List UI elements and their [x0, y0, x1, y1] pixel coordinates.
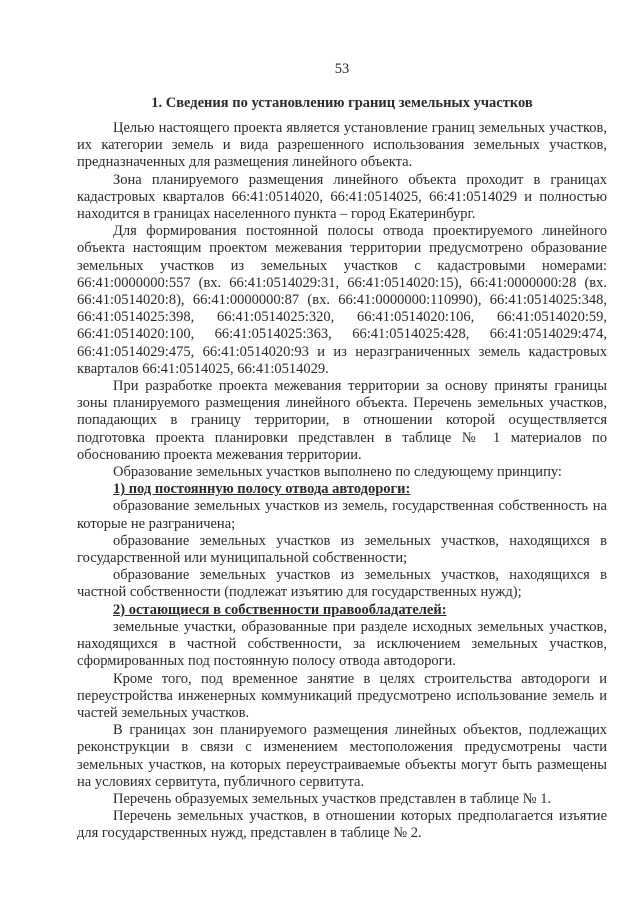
- section-heading: 1. Сведения по установлению границ земельных участков: [151, 95, 533, 111]
- document-body: [77, 120, 607, 843]
- paragraph-cadastral-numbers: Для формирования постоянной полосы отвода проектируемого линейного объекта настоящим проектом межевания территории предусмотрено образование земельных участков из земельных участков с кадастровыми номерами: 66:41:0000000:557 (вх. 66:41:0514029:31, 66:41:0514020:15), 66:41:0000000:28 (вх. 66:41:0514020:8), 66:41:0000000:87 (вх. 66:41:0000000:110990), 66:41:0514025:348, 66:41:0514025:398, 66:41:0514025:320, 66:41:0514020:106, 66:41:0514020:59, 66:41:0514020:100, 66:41:0514025:363, 66:41:0514025:428, 66:41:0514029:474, 66:41:0514029:475, 66:41:0514020:93 и из неразграниченных земель кадастровых кварталов 66:41:0514025, 66:41:0514029.: [77, 223, 607, 377]
- subheading-road-strip: 1) под постоянную полосу отвода автодороги:: [113, 481, 411, 498]
- paragraph-state-municipal: образование земельных участков из земельных участков, находящихся в государственной или муниципальной собственности;: [77, 532, 607, 567]
- paragraph-unallocated-land: образование земельных участков из земель, государственная собственность на которые не разграничена;: [77, 498, 607, 532]
- paragraph-remaining-plots: земельные участки, образованные при разделе исходных земельных участков, находящихся в частной собственности, за исключением земельных участков, сформированных под постоянную полосу отвода автодороги.: [77, 618, 607, 670]
- paragraph-purpose: Целью настоящего проекта является установление границ земельных участков, их категории земель и вида разрешенного использования земельных участков, предназначенных для размещения линейного объекта.: [77, 120, 607, 171]
- paragraph-temporary-use: Кроме того, под временное занятие в целях строительства автодороги и переустройства инженерных коммуникаций предусмотрено использование земель и частей земельных участков.: [77, 670, 607, 721]
- paragraph-table-2-ref: Перечень земельных участков, в отношении которых предполагается изъятие для государственных нужд, представлен в таблице № 2.: [77, 808, 607, 842]
- paragraph-table-1-ref: Перечень образуемых земельных участков представлен в таблице № 1.: [113, 790, 552, 807]
- paragraph-servitude: В границах зон планируемого размещения линейных объектов, подлежащих реконструкции в связи с изменением местоположения предусмотрены части земельных участков, на которых переустраиваемые объекты могут быть размещены на условиях сервитута, публичного сервитута.: [77, 722, 607, 790]
- paragraph-principle-intro: Образование земельных участков выполнено по следующему принципу:: [113, 464, 562, 481]
- paragraph-basis: При разработке проекта межевания территории за основу приняты границы зоны планируемого размещения линейного объекта. Перечень земельных участков, попадающих в границу территории, в отношении которой осуществляется подготовка проекта планировки представлен в таблице № 1 материалов по обоснованию проекта межевания территории.: [77, 378, 607, 463]
- subheading-remaining: 2) остающиеся в собственности правообладателей:: [113, 601, 447, 618]
- paragraph-private: образование земельных участков из земельных участков, находящихся в частной собственности (подлежат изъятию для государственных нужд);: [77, 567, 607, 601]
- paragraph-zone-location: Зона планируемого размещения линейного объекта проходит в границах кадастровых кварталов 66:41:0514020, 66:41:0514025, 66:41:0514029 и полностью находится в границах населенного пункта – город Екатеринбург.: [77, 171, 607, 223]
- page-number: 53: [334, 61, 350, 77]
